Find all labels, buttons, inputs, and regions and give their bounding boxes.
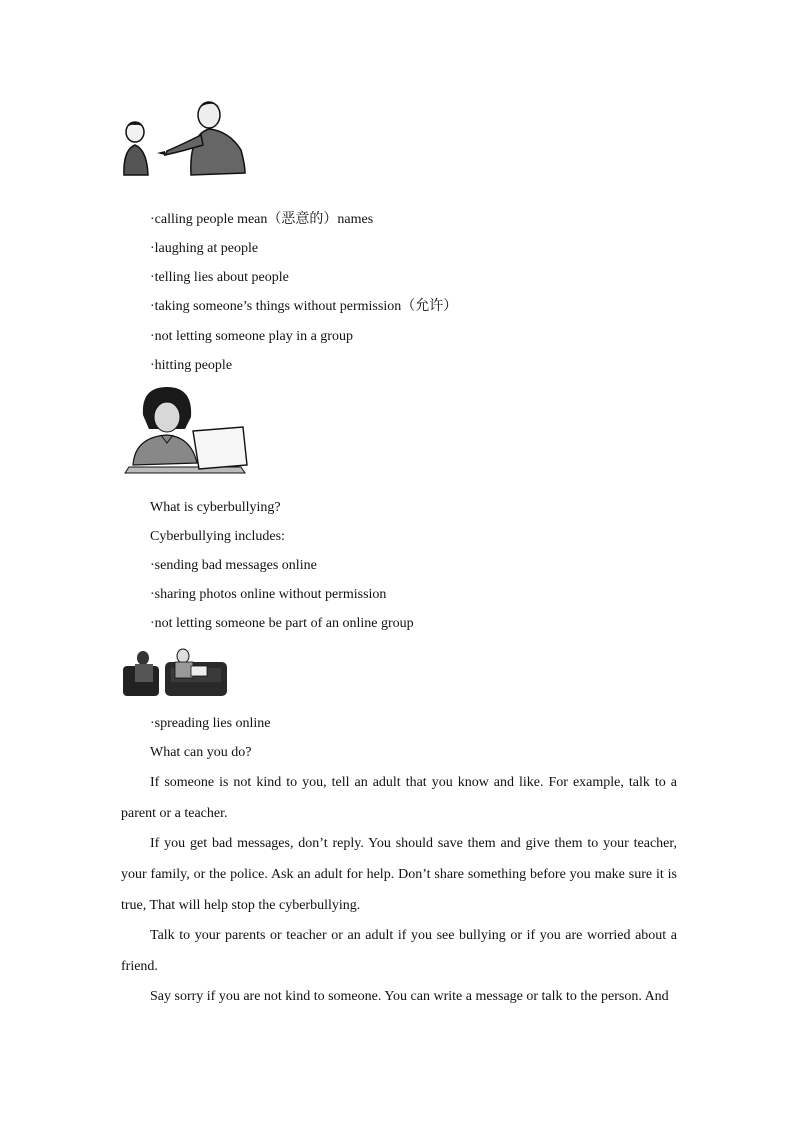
list-item: ·laughing at people [150,241,259,256]
what-can-you-do-heading: What can you do? [150,745,252,760]
list-item: ·spreading lies online [150,716,271,731]
list-item: ·sending bad messages online [150,558,317,573]
list-item: ·hitting people [150,358,233,373]
paragraph: If someone is not kind to you, tell an adult that you know and like. For example, talk to a parent or a teacher. [121,775,677,821]
list-item: ·telling lies about people [150,270,289,285]
list-item: ·not letting someone be part of an online group [150,616,414,631]
laptop-girl-illustration [121,385,251,477]
list-item: ·not letting someone play in a group [150,329,353,344]
sofa-people-illustration [121,648,231,700]
list-item: ·taking someone’s things without permission（允许） [150,299,458,314]
bullying-illustration [121,95,251,180]
paragraph: Talk to your parents or teacher or an adult if you see bullying or if you are worried about a friend. [121,928,677,974]
cyberbullying-question: What is cyberbullying? [150,500,281,515]
paragraph: Say sorry if you are not kind to someone. You can write a message or talk to the person. And [150,989,669,1004]
paragraph: If you get bad messages, don’t reply. You should save them and give them to your teacher, your family, or the police. Ask an adult for help. Don’t share something before you make sure it is true, That will help stop the cyberbullying. [121,836,677,913]
list-item: ·sharing photos online without permission [150,587,387,602]
list-item: ·calling people mean（恶意的）names [150,212,374,227]
cyberbullying-includes: Cyberbullying includes: [150,529,285,544]
